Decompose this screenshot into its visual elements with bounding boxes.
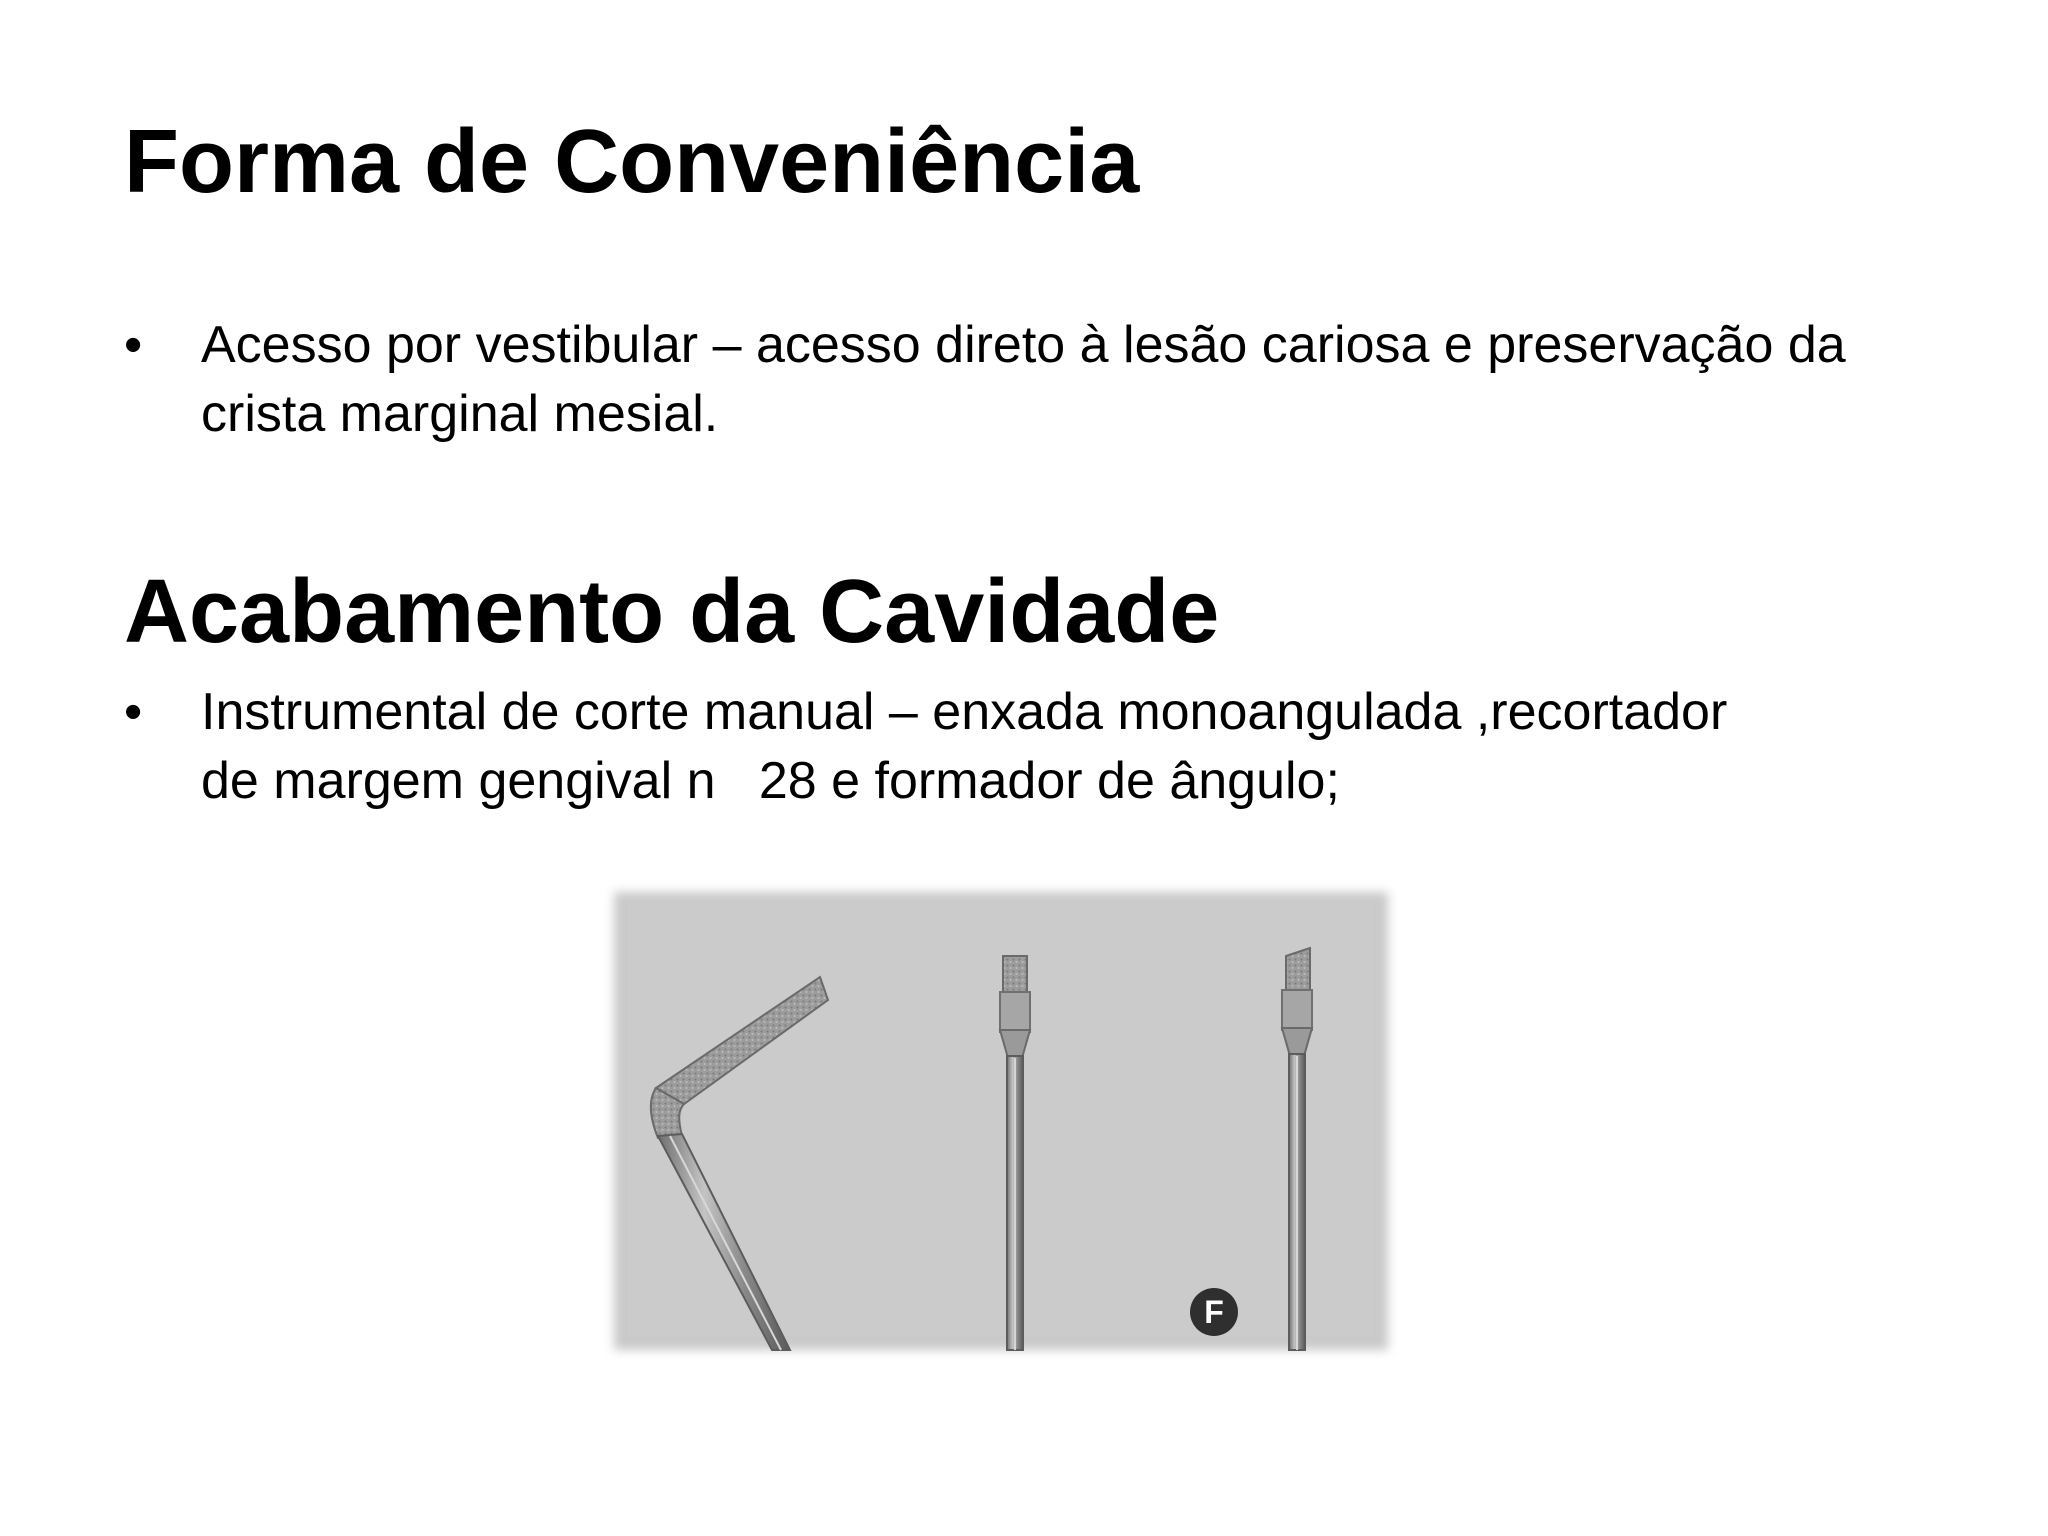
heading-acabamento-da-cavidade: Acabamento da Cavidade	[124, 562, 1220, 662]
figure-label-badge	[1190, 1288, 1238, 1336]
bullet-item-acesso	[124, 311, 1964, 449]
dental-instruments-photo	[604, 880, 1398, 1360]
bullet-item-instrumental	[124, 678, 1964, 816]
bullet-text-line-2: de margem gengival n 28 e formador de ângulo;	[201, 752, 1340, 810]
bullet-icon: •	[124, 683, 143, 741]
bullet-text	[201, 678, 1964, 816]
figure-label-text: F	[1204, 1294, 1224, 1330]
bullet-text-line-1: Instrumental de corte manual – enxada monoangulada ,recortador	[201, 683, 1728, 741]
heading-forma-de-conveniencia: Forma de Conveniência	[124, 112, 1140, 212]
bullet-text: Acesso por vestibular – acesso direto à lesão cariosa e preservação da crista marginal mesial.	[201, 316, 1861, 443]
bullet-icon: •	[124, 316, 143, 374]
